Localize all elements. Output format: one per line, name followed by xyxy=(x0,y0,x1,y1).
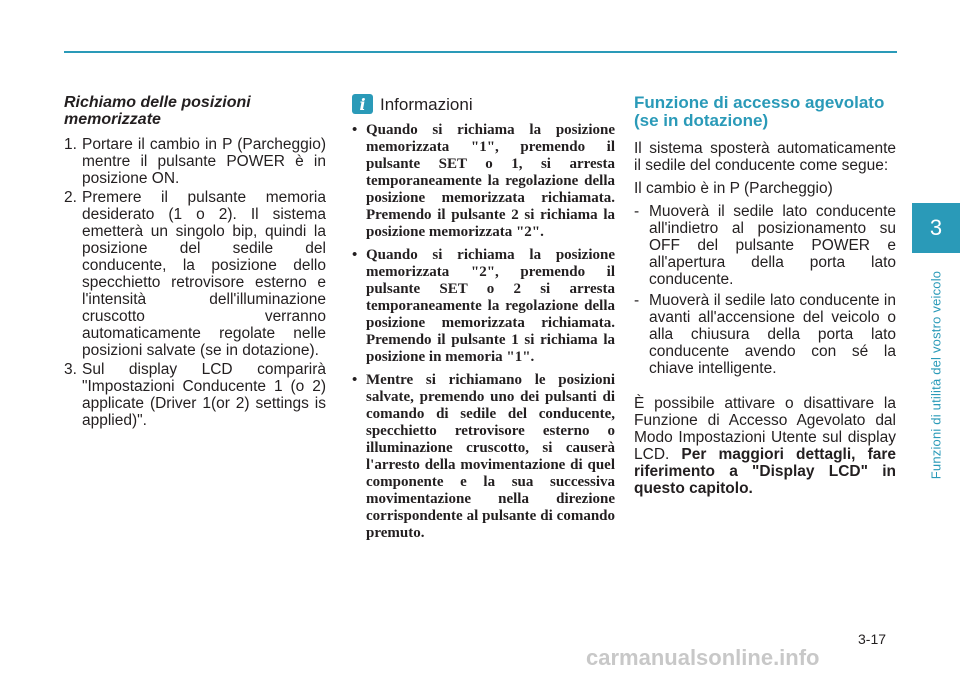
step-text: Portare il cambio in P (Parcheggio) mentre il pulsante POWER è in posizione ON. xyxy=(82,136,326,187)
condition-paragraph: Il cambio è in P (Parcheggio) xyxy=(634,180,833,197)
section-heading: Richiamo delle posizioni memorizzate xyxy=(64,94,251,128)
info-icon: i xyxy=(352,94,373,114)
chapter-side-title: Funzioni di utilità del vostro veicolo xyxy=(928,270,944,480)
closing-paragraph xyxy=(634,395,896,497)
intro-paragraph: Il sistema sposterà automaticamente il sedile del conducente come segue: xyxy=(634,140,896,174)
info-column xyxy=(352,94,615,548)
dash-mark: - xyxy=(634,203,640,220)
header-rule xyxy=(64,51,897,53)
bullet-text: Quando si richiama la posizione memorizzata "2", premendo il pulsante SET o 2 si arresta temporaneamente la regolazione della posizione memorizzata richiamata. Premendo il pulsante 1 si richiama la posizione in memoria "1". xyxy=(366,247,615,365)
dash-text: Muoverà il sedile lato conducente in avanti all'accensione del veicolo o alla chiusura della porta lato conducente avendo con sé la chiave intelligente. xyxy=(649,292,896,377)
bullet-item xyxy=(352,372,615,542)
bullet-dot: • xyxy=(352,372,358,388)
closing-plain-text: È possibile attivare o disattivare la Funzione di Accesso Agevolato dal Modo Impostazioni Utente sul display LCD. xyxy=(634,395,896,463)
dash-item xyxy=(634,203,896,288)
step-item xyxy=(64,189,326,359)
watermark: carmanualsonline.info xyxy=(586,645,820,670)
step-item xyxy=(64,361,326,429)
dash-item xyxy=(634,292,896,377)
step-number: 1. xyxy=(64,136,77,153)
info-bullets xyxy=(352,122,615,542)
info-title: Informazioni xyxy=(380,94,473,114)
closing-bold-text: Per maggiori dettagli, fare riferimento a "Display LCD" in questo capitolo. xyxy=(634,446,897,497)
info-header xyxy=(352,94,615,114)
steps-list xyxy=(64,136,326,429)
bullet-dot: • xyxy=(352,247,358,263)
dash-text: Muoverà il sedile lato conducente all'indietro al posizionamento su OFF del pulsante POWER e all'apertura della porta lato conducente. xyxy=(649,203,896,288)
step-number: 3. xyxy=(64,361,77,378)
chapter-tab: 3 xyxy=(912,203,960,253)
left-column xyxy=(64,94,326,431)
bullet-text: Mentre si richiamano le posizioni salvate, premendo uno dei pulsanti di comando di sedile del conducente, specchietto retrovisore esterno o illuminazione cruscotto, si causerà l'arresto della movimentazione di quel componente e la sua successiva movimentazione nella direzione corrispondente al pulsante di comando premuto. xyxy=(366,372,615,541)
step-text: Premere il pulsante memoria desiderato (1 o 2). Il sistema emetterà un singolo bip, quindi la posizione del sedile del conducente, la posizione dello specchietto retrovisore esterno e l'intensità dell'illuminazione cruscotto verranno automaticamente regolate nelle posizioni salvate (se in dotazione). xyxy=(82,189,326,359)
step-item xyxy=(64,136,326,187)
bullet-dot: • xyxy=(352,122,358,138)
step-number: 2. xyxy=(64,189,77,206)
dash-mark: - xyxy=(634,292,640,309)
bullet-item xyxy=(352,247,615,366)
dash-list xyxy=(634,203,896,377)
right-column xyxy=(634,94,896,503)
bullet-item xyxy=(352,122,615,241)
bullet-text: Quando si richiama la posizione memorizzata "1", premendo il pulsante SET o 1, si arresta temporaneamente la regolazione della posizione memorizzata richiamata. Premendo il pulsante 2 si richiama la posizione memorizzata "2". xyxy=(366,122,615,240)
page-number: 3-17 xyxy=(858,631,887,647)
step-text: Sul display LCD comparirà "Impostazioni Conducente 1 (o 2) applicate (Driver 1(or 2) settings is applied)". xyxy=(82,361,326,429)
section-title: Funzione di accesso agevolato (se in dotazione) xyxy=(634,93,885,130)
